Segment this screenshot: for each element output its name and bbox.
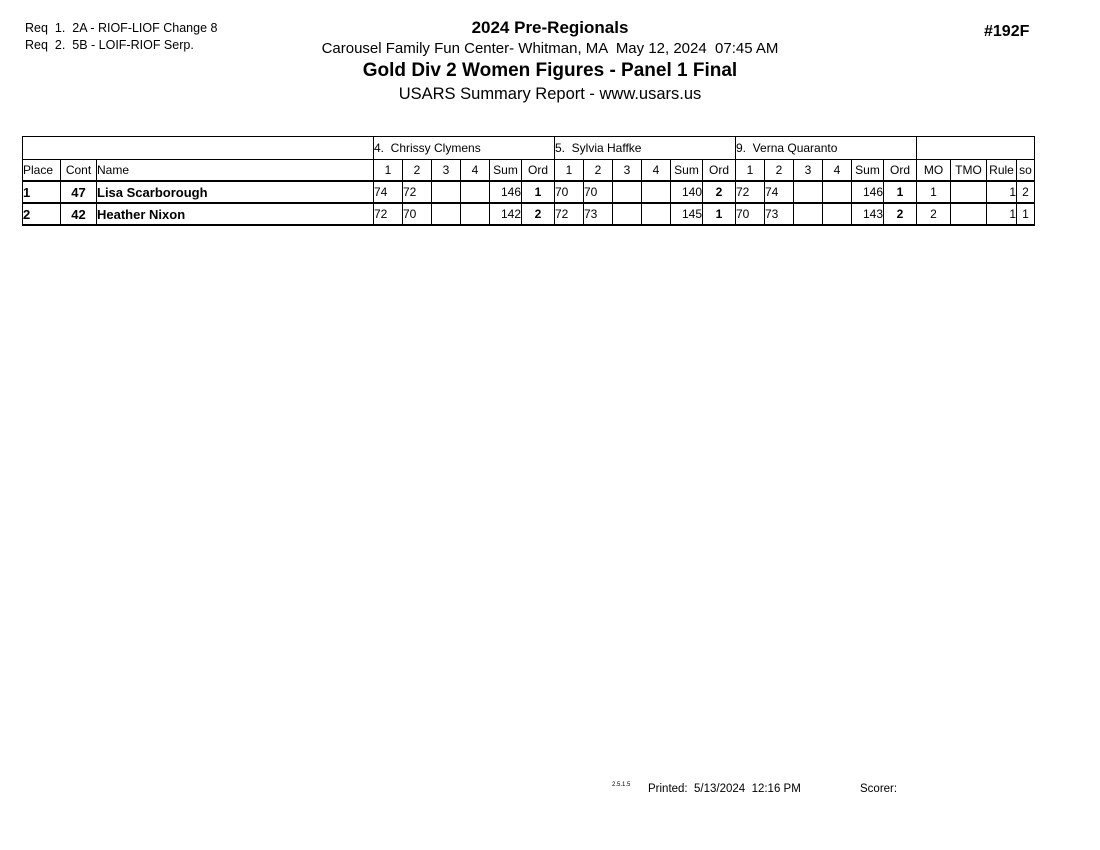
col-header-sum: Sum bbox=[490, 160, 522, 182]
scorer-label: Scorer: bbox=[860, 783, 898, 795]
requirement-line-2: Req 2. 5B - LOIF-RIOF Serp. bbox=[25, 38, 194, 52]
software-version: 2.5.1.5 bbox=[612, 782, 631, 788]
col-header-place: Place bbox=[23, 160, 61, 182]
sum-cell: 146 bbox=[490, 181, 522, 203]
ord-cell: 2 bbox=[703, 181, 736, 203]
judge-row-right-spacer bbox=[917, 137, 1035, 160]
col-header-trial2: 2 bbox=[584, 160, 613, 182]
score-cell: 70 bbox=[403, 203, 432, 225]
tmo-cell bbox=[951, 203, 987, 225]
place-cell: 2 bbox=[23, 203, 61, 225]
col-header-sum: Sum bbox=[852, 160, 884, 182]
result-row-1 bbox=[23, 181, 1035, 203]
judge-names-row bbox=[23, 137, 1035, 160]
score-cell: 70 bbox=[736, 203, 765, 225]
so-cell: 2 bbox=[1017, 181, 1035, 203]
requirement-line-1: Req 1. 2A - RIOF-LIOF Change 8 bbox=[25, 21, 218, 35]
score-cell bbox=[794, 181, 823, 203]
score-cell: 74 bbox=[374, 181, 403, 203]
col-header-mo: MO bbox=[917, 160, 951, 182]
sum-cell: 140 bbox=[671, 181, 703, 203]
event-title: 2024 Pre-Regionals bbox=[471, 18, 629, 37]
score-cell bbox=[613, 181, 642, 203]
score-cell bbox=[794, 203, 823, 225]
ord-cell: 2 bbox=[522, 203, 555, 225]
judge-9-header: 9. Verna Quaranto bbox=[736, 137, 917, 160]
col-header-trial1: 1 bbox=[555, 160, 584, 182]
col-header-trial3: 3 bbox=[794, 160, 823, 182]
sum-cell: 142 bbox=[490, 203, 522, 225]
score-cell bbox=[432, 203, 461, 225]
col-header-trial4: 4 bbox=[461, 160, 490, 182]
mo-cell: 1 bbox=[917, 181, 951, 203]
col-header-so: so bbox=[1017, 160, 1035, 182]
score-cell bbox=[823, 203, 852, 225]
printed-timestamp: Printed: 5/13/2024 12:16 PM bbox=[648, 783, 801, 795]
score-cell bbox=[461, 181, 490, 203]
col-header-ord: Ord bbox=[703, 160, 736, 182]
score-cell: 73 bbox=[765, 203, 794, 225]
ord-cell: 1 bbox=[522, 181, 555, 203]
score-cell bbox=[642, 203, 671, 225]
result-row-2 bbox=[23, 203, 1035, 225]
place-cell: 1 bbox=[23, 181, 61, 203]
score-cell: 74 bbox=[765, 181, 794, 203]
report-type-line: USARS Summary Report - www.usars.us bbox=[398, 85, 702, 103]
col-header-trial3: 3 bbox=[432, 160, 461, 182]
sum-cell: 145 bbox=[671, 203, 703, 225]
score-cell: 72 bbox=[555, 203, 584, 225]
col-header-trial4: 4 bbox=[823, 160, 852, 182]
ord-cell: 1 bbox=[884, 181, 917, 203]
score-cell: 70 bbox=[584, 181, 613, 203]
col-header-trial1: 1 bbox=[736, 160, 765, 182]
rule-cell: 1 bbox=[987, 181, 1017, 203]
score-cell bbox=[461, 203, 490, 225]
col-header-rule: Rule bbox=[987, 160, 1017, 182]
col-header-ord: Ord bbox=[884, 160, 917, 182]
mo-cell: 2 bbox=[917, 203, 951, 225]
sum-cell: 146 bbox=[852, 181, 884, 203]
col-header-trial1: 1 bbox=[374, 160, 403, 182]
contestant-number-cell: 42 bbox=[61, 203, 97, 225]
col-header-name: Name bbox=[97, 160, 374, 182]
score-cell: 72 bbox=[374, 203, 403, 225]
col-header-tmo: TMO bbox=[951, 160, 987, 182]
competition-title: Gold Div 2 Women Figures - Panel 1 Final bbox=[362, 60, 738, 81]
results-table bbox=[22, 136, 1035, 226]
contestant-number-cell: 47 bbox=[61, 181, 97, 203]
col-header-trial2: 2 bbox=[403, 160, 432, 182]
col-header-trial3: 3 bbox=[613, 160, 642, 182]
skater-name-cell: Heather Nixon bbox=[97, 203, 374, 225]
score-cell: 73 bbox=[584, 203, 613, 225]
score-cell bbox=[642, 181, 671, 203]
tmo-cell bbox=[951, 181, 987, 203]
ord-cell: 1 bbox=[703, 203, 736, 225]
score-cell bbox=[432, 181, 461, 203]
col-header-cont: Cont bbox=[61, 160, 97, 182]
page-footer bbox=[0, 780, 1100, 800]
score-cell: 72 bbox=[736, 181, 765, 203]
col-header-trial4: 4 bbox=[642, 160, 671, 182]
judge-row-left-spacer bbox=[23, 137, 374, 160]
judge-5-header: 5. Sylvia Haffke bbox=[555, 137, 736, 160]
col-header-ord: Ord bbox=[522, 160, 555, 182]
report-number: #192F bbox=[984, 23, 1030, 40]
sum-cell: 143 bbox=[852, 203, 884, 225]
skater-name-cell: Lisa Scarborough bbox=[97, 181, 374, 203]
ord-cell: 2 bbox=[884, 203, 917, 225]
score-cell bbox=[613, 203, 642, 225]
judge-4-header: 4. Chrissy Clymens bbox=[374, 137, 555, 160]
venue-date-line: Carousel Family Fun Center- Whitman, MA May 12, 2024 07:45 AM bbox=[321, 40, 779, 57]
rule-cell: 1 bbox=[987, 203, 1017, 225]
score-cell: 70 bbox=[555, 181, 584, 203]
col-header-trial2: 2 bbox=[765, 160, 794, 182]
report-header bbox=[0, 17, 1100, 106]
score-cell bbox=[823, 181, 852, 203]
so-cell: 1 bbox=[1017, 203, 1035, 225]
score-cell: 72 bbox=[403, 181, 432, 203]
col-header-sum: Sum bbox=[671, 160, 703, 182]
column-header-row bbox=[23, 160, 1035, 182]
